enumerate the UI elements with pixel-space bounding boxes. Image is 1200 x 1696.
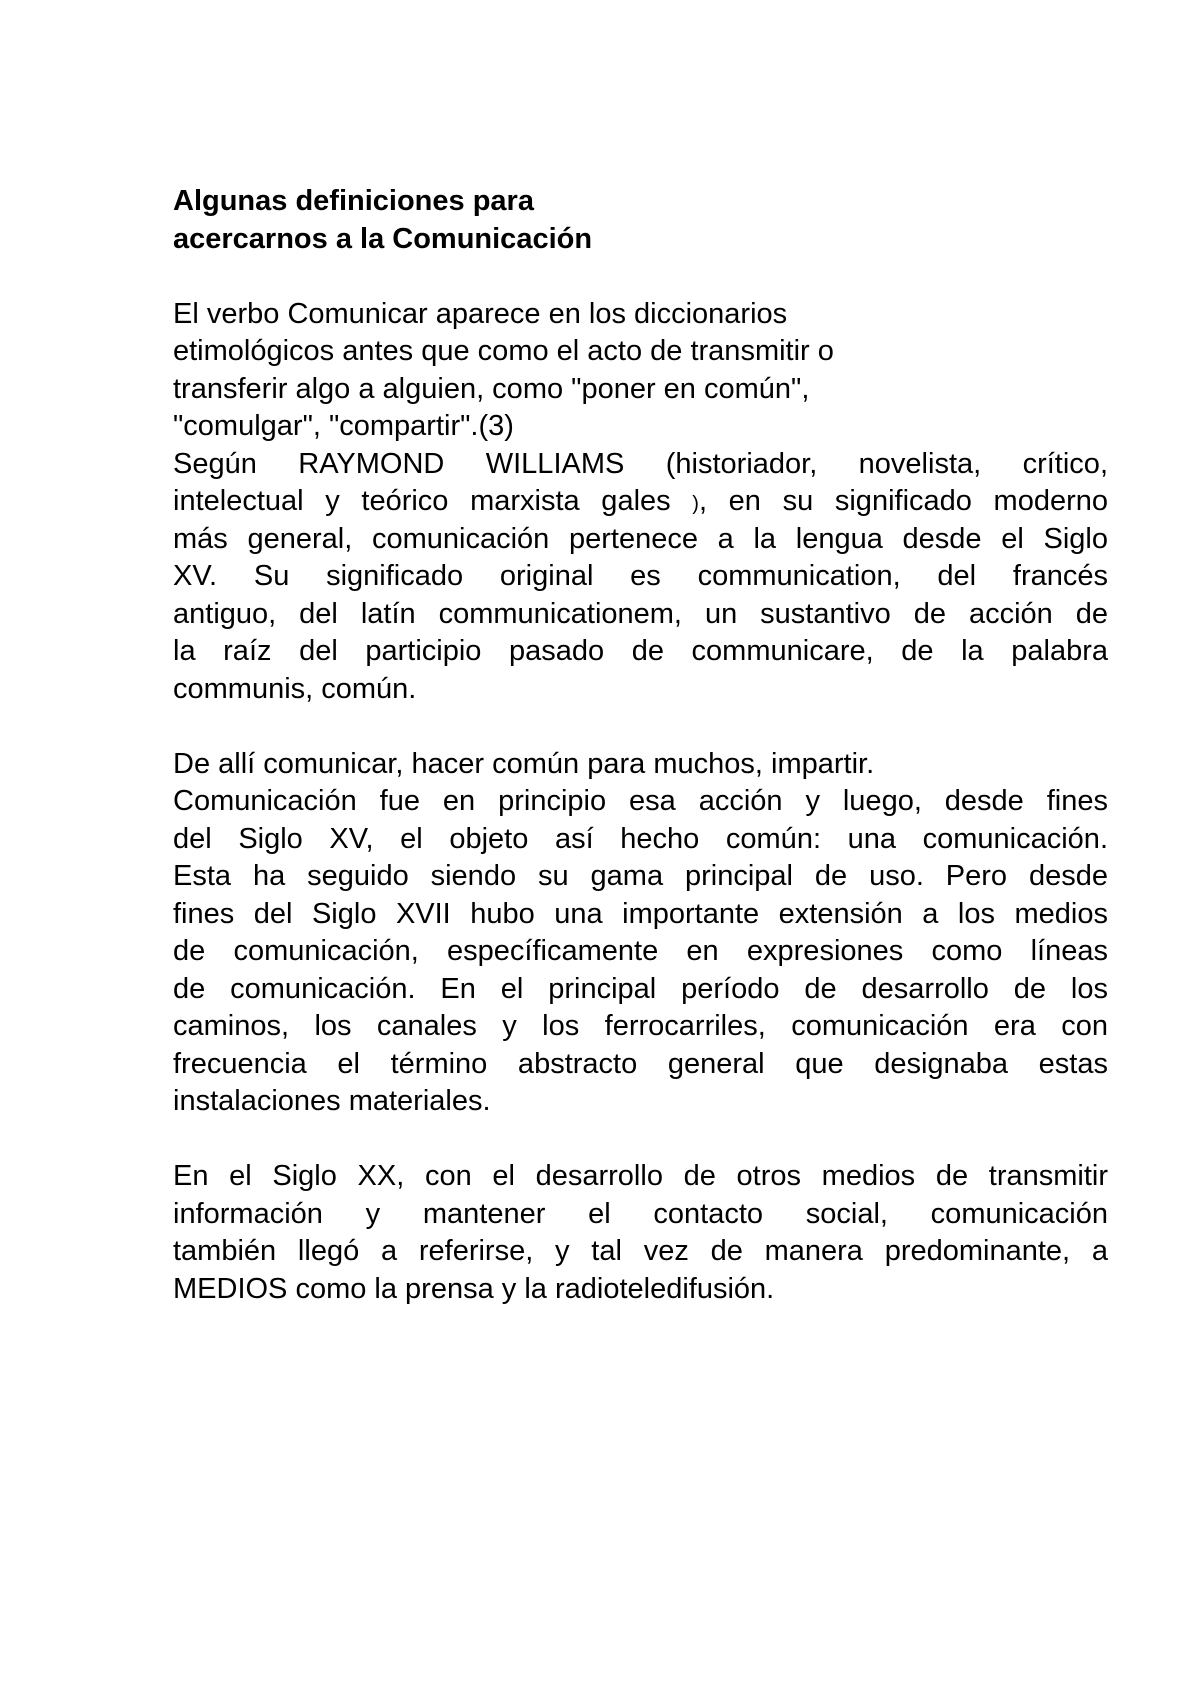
paragraph-1-line: El verbo Comunicar aparece en los diccionarios (173, 297, 788, 330)
paragraph-2-line: antiguo, del latín communicationem, un sustantivo de acción de (173, 597, 1108, 630)
paragraph-1-line: transferir algo a alguien, como "poner en común", (173, 372, 810, 405)
paragraph-4-line: también llegó a referirse, y tal vez de manera predominante, a (173, 1235, 1108, 1267)
paragraph-2-line: la raíz del participio pasado de communicare, de la palabra (173, 635, 1108, 667)
paragraph-3-line: frecuencia el término abstracto general que designaba estas (173, 1047, 1108, 1080)
paragraph-1-line: etimológicos antes que como el acto de transmitir o (173, 335, 834, 367)
paragraph-4-line: MEDIOS como la prensa y la radioteledifusión. (173, 1272, 775, 1305)
document-title-line-2: acercarnos a la Comunicación (173, 222, 593, 255)
paragraph-2-line: Según RAYMOND WILLIAMS (historiador, novelista, crítico, (173, 447, 1108, 480)
paragraph-spacer (173, 708, 1108, 746)
paragraph-2-line-part: intelectual y teórico marxista gales (173, 485, 693, 517)
paragraph-2-line-part: , en su significado moderno (698, 485, 1108, 517)
paragraph-spacer (173, 258, 1108, 296)
paragraph-2-line: XV. Su significado original es communication, del francés (173, 560, 1108, 592)
paragraph-3-line: de comunicación. En el principal período de desarrollo de los (173, 972, 1108, 1005)
paragraph-spacer (173, 1121, 1108, 1159)
paragraph-3 (173, 746, 1108, 1121)
paragraph-2 (173, 446, 1108, 709)
paragraph-4-line: información y mantener el contacto social, comunicación (173, 1197, 1108, 1230)
document-body (173, 183, 1108, 1308)
paragraph-3-line: instalaciones materiales. (173, 1085, 491, 1117)
paragraph-3-line: Esta ha seguido siendo su gama principal de uso. Pero desde (173, 860, 1108, 892)
paragraph-1 (173, 296, 1108, 446)
paragraph-2-line-with-paren (173, 483, 1108, 521)
paragraph-3-line: Comunicación fue en principio esa acción y luego, desde fines (173, 785, 1108, 817)
paragraph-4 (173, 1158, 1108, 1308)
paragraph-1-line: "comulgar", "compartir".(3) (173, 410, 514, 442)
paragraph-3-line: caminos, los canales y los ferrocarriles, comunicación era con (173, 1010, 1108, 1042)
paragraph-3-line: fines del Siglo XVII hubo una importante extensión a los medios (173, 897, 1108, 930)
paragraph-2-line: communis, común. (173, 672, 417, 705)
paragraph-3-line: de comunicación, específicamente en expresiones como líneas (173, 935, 1108, 967)
paragraph-4-line: En el Siglo XX, con el desarrollo de otros medios de transmitir (173, 1160, 1108, 1192)
document-title-line-1: Algunas definiciones para (173, 185, 534, 217)
paragraph-3-line: De allí comunicar, hacer común para muchos, impartir. (173, 747, 875, 780)
small-parenthesis: ) (692, 493, 699, 515)
paragraph-3-line: del Siglo XV, el objeto así hecho común: una comunicación. (173, 822, 1108, 855)
paragraph-2-line: más general, comunicación pertenece a la lengua desde el Siglo (173, 522, 1108, 555)
